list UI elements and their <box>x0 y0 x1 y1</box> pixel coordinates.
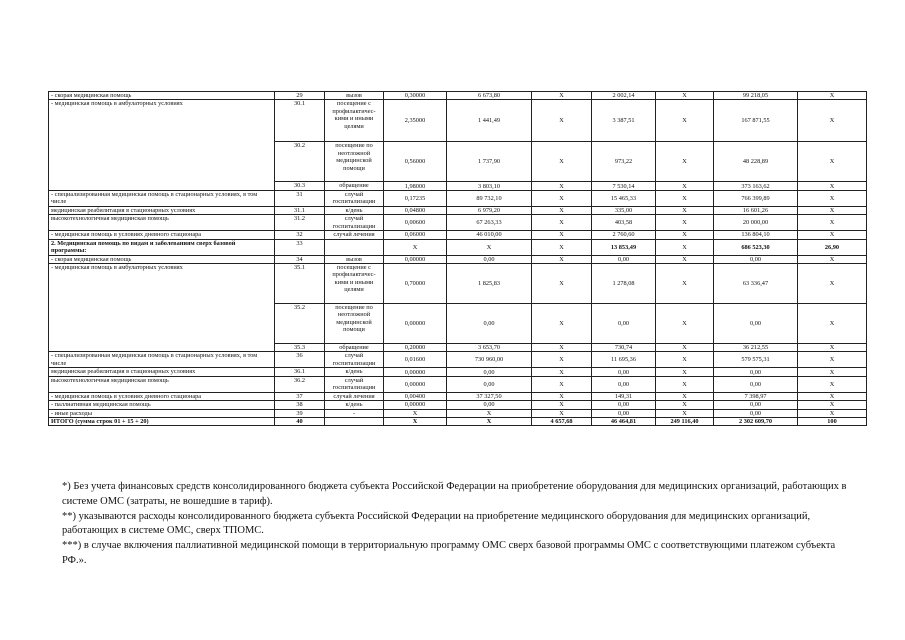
cell-col-2: 3 653,70 <box>447 344 532 352</box>
cell-col-6: 167 871,55 <box>714 100 798 142</box>
cell-col-4: 0,00 <box>592 255 656 263</box>
cell-col-7: Х <box>798 215 867 231</box>
cell-col-3: Х <box>532 206 592 214</box>
cell-col-3: Х <box>532 255 592 263</box>
cell-col-4: 3 387,51 <box>592 100 656 142</box>
cell-col-7: Х <box>798 100 867 142</box>
row-name: - медицинская помощь в амбулаторных условиях <box>49 264 275 352</box>
row-name: - специализированная медицинская помощь в стационарных условиях, в том числе <box>49 352 275 368</box>
cell-col-5: Х <box>656 231 714 239</box>
footnote-3: ***) в случае включения паллиативной медицинской помощи в территориальную программу ОМС сверх базовой программы ОМС с соответствующими платежом субъекта РФ.». <box>62 540 836 566</box>
total-c3: 4 657,68 <box>532 418 592 426</box>
cell-col-4: 2 002,14 <box>592 92 656 100</box>
table-row <box>49 409 867 417</box>
cell-col-6: 136 804,10 <box>714 231 798 239</box>
cell-col-5: Х <box>656 182 714 190</box>
cell-col-4: 1 278,08 <box>592 264 656 304</box>
cell-col-4: 149,31 <box>592 392 656 400</box>
cell-col-7: Х <box>798 344 867 352</box>
cell-col-2: 6 979,20 <box>447 206 532 214</box>
footnotes <box>62 480 862 569</box>
cell-col-5: Х <box>656 92 714 100</box>
row-number: 35.2 <box>275 304 325 344</box>
cell-col-6: 686 523,30 <box>714 239 798 255</box>
row-number: 34 <box>275 255 325 263</box>
table-row <box>49 215 867 231</box>
cell-col-2: 0,00 <box>447 255 532 263</box>
cell-col-4: 2 760,60 <box>592 231 656 239</box>
row-name: - скорая медицинская помощь <box>49 92 275 100</box>
cell-col-7: Х <box>798 401 867 409</box>
row-name: медицинская реабилитация в стационарных условиях <box>49 206 275 214</box>
cell-col-6: 0,00 <box>714 255 798 263</box>
table-row <box>49 401 867 409</box>
cell-col-3: Х <box>532 231 592 239</box>
cell-col-2: 37 327,50 <box>447 392 532 400</box>
row-unit: обращение <box>325 182 384 190</box>
cell-col-1: 2,35000 <box>384 100 447 142</box>
cell-col-5: Х <box>656 409 714 417</box>
row-number: 36.2 <box>275 376 325 392</box>
cell-col-5: Х <box>656 142 714 182</box>
cell-col-1: 0,04800 <box>384 206 447 214</box>
row-name: 2. Медицинская помощь по видам и заболеваниям сверх базовой программы: <box>49 239 275 255</box>
cell-col-4: 973,22 <box>592 142 656 182</box>
cell-col-4: 0,00 <box>592 368 656 376</box>
row-name: - паллиативная медицинская помощь <box>49 401 275 409</box>
cell-col-2: 1 737,90 <box>447 142 532 182</box>
cell-col-2: 67 263,33 <box>447 215 532 231</box>
cell-col-1: 0,06000 <box>384 231 447 239</box>
cell-col-7: Х <box>798 231 867 239</box>
cell-col-3: Х <box>532 264 592 304</box>
cell-col-2: 0,00 <box>447 304 532 344</box>
cell-col-3: Х <box>532 215 592 231</box>
cell-col-1: 0,00000 <box>384 255 447 263</box>
row-unit: обращение <box>325 344 384 352</box>
cell-col-6: 63 336,47 <box>714 264 798 304</box>
table-row <box>49 376 867 392</box>
row-name: высокотехнологичная медицинская помощь <box>49 376 275 392</box>
cell-col-2: 89 732,10 <box>447 190 532 206</box>
cell-col-1: 0,17235 <box>384 190 447 206</box>
row-name: - медицинская помощь в условиях дневного стационара <box>49 392 275 400</box>
table-row <box>49 239 867 255</box>
row-number: 35.1 <box>275 264 325 304</box>
cell-col-4: 13 853,49 <box>592 239 656 255</box>
cell-col-5: Х <box>656 376 714 392</box>
cell-col-3: Х <box>532 100 592 142</box>
row-unit: случай лечения <box>325 231 384 239</box>
row-name: высокотехнологичная медицинская помощь <box>49 215 275 231</box>
cell-col-7: Х <box>798 409 867 417</box>
cell-col-3: Х <box>532 92 592 100</box>
total-num: 40 <box>275 418 325 426</box>
cell-col-5: Х <box>656 304 714 344</box>
cell-col-2: 6 673,80 <box>447 92 532 100</box>
table-body <box>49 92 867 426</box>
cell-col-5: Х <box>656 255 714 263</box>
cell-col-1: Х <box>384 409 447 417</box>
cell-col-7: Х <box>798 206 867 214</box>
row-unit: к/день <box>325 368 384 376</box>
cell-col-5: Х <box>656 401 714 409</box>
cell-col-6: 48 228,89 <box>714 142 798 182</box>
total-unit <box>325 418 384 426</box>
total-c1: Х <box>384 418 447 426</box>
cell-col-1: 0,56000 <box>384 142 447 182</box>
row-unit: посещение по неотложной медицинской помощи <box>325 304 384 344</box>
cell-col-1: 0,00000 <box>384 376 447 392</box>
cell-col-3: Х <box>532 304 592 344</box>
cell-col-3: Х <box>532 401 592 409</box>
cell-col-1: 0,00000 <box>384 368 447 376</box>
row-unit: вызов <box>325 255 384 263</box>
cell-col-7: Х <box>798 352 867 368</box>
row-number: 35.3 <box>275 344 325 352</box>
row-number: 32 <box>275 231 325 239</box>
cell-col-4: 0,00 <box>592 376 656 392</box>
table-row <box>49 206 867 214</box>
cell-col-1: 0,00000 <box>384 401 447 409</box>
table-row <box>49 352 867 368</box>
cell-col-6: 766 399,89 <box>714 190 798 206</box>
row-number: 31.2 <box>275 215 325 231</box>
row-number: 29 <box>275 92 325 100</box>
cell-col-4: 0,00 <box>592 409 656 417</box>
cell-col-1: 1,98000 <box>384 182 447 190</box>
row-name: - скорая медицинская помощь <box>49 255 275 263</box>
row-number: 38 <box>275 401 325 409</box>
row-number: 33 <box>275 239 325 255</box>
row-unit: случай лечения <box>325 392 384 400</box>
row-unit: посещение с профилактичес-кими и иными целями <box>325 100 384 142</box>
row-unit: - <box>325 409 384 417</box>
cell-col-3: Х <box>532 182 592 190</box>
row-number: 30.3 <box>275 182 325 190</box>
row-unit: случай госпитализации <box>325 190 384 206</box>
cell-col-6: 0,00 <box>714 368 798 376</box>
cell-col-2: 1 441,49 <box>447 100 532 142</box>
table-row <box>49 255 867 263</box>
cell-col-4: 7 530,14 <box>592 182 656 190</box>
table-row <box>49 264 867 304</box>
cell-col-5: Х <box>656 392 714 400</box>
row-number: 37 <box>275 392 325 400</box>
cell-col-4: 15 465,33 <box>592 190 656 206</box>
row-unit: посещение по неотложной медицинской помощи <box>325 142 384 182</box>
row-unit: случай госпитализации <box>325 376 384 392</box>
row-number: 30.1 <box>275 100 325 142</box>
cell-col-6: 0,00 <box>714 409 798 417</box>
cell-col-3: Х <box>532 392 592 400</box>
cell-col-5: Х <box>656 206 714 214</box>
cell-col-3: Х <box>532 142 592 182</box>
cell-col-4: 0,00 <box>592 401 656 409</box>
total-c7: 100 <box>798 418 867 426</box>
cell-col-7: Х <box>798 304 867 344</box>
cell-col-7: Х <box>798 376 867 392</box>
cell-col-7: Х <box>798 182 867 190</box>
cell-col-3: Х <box>532 368 592 376</box>
cell-col-1: 0,70000 <box>384 264 447 304</box>
cell-col-7: Х <box>798 392 867 400</box>
cell-col-7: Х <box>798 92 867 100</box>
row-unit: к/день <box>325 206 384 214</box>
cell-col-2: Х <box>447 409 532 417</box>
cell-col-3: Х <box>532 409 592 417</box>
total-name: ИТОГО (сумма строк 01 + 15 + 20) <box>49 418 275 426</box>
row-number: 36.1 <box>275 368 325 376</box>
cell-col-3: Х <box>532 190 592 206</box>
row-unit: вызов <box>325 92 384 100</box>
cell-col-1: 0,00600 <box>384 215 447 231</box>
cell-col-6: 0,00 <box>714 376 798 392</box>
cell-col-5: Х <box>656 215 714 231</box>
cell-col-7: Х <box>798 190 867 206</box>
cell-col-6: 36 212,55 <box>714 344 798 352</box>
cell-col-2: Х <box>447 239 532 255</box>
cell-col-7: Х <box>798 142 867 182</box>
table-row <box>49 368 867 376</box>
cell-col-6: 20 000,00 <box>714 215 798 231</box>
cell-col-7: Х <box>798 255 867 263</box>
cell-col-2: 730 960,00 <box>447 352 532 368</box>
total-c4: 46 464,81 <box>592 418 656 426</box>
cell-col-6: 0,00 <box>714 401 798 409</box>
total-c5: 249 116,40 <box>656 418 714 426</box>
total-c2: Х <box>447 418 532 426</box>
footnote-1: *) Без учета финансовых средств консолидированного бюджета субъекта Российской Федерации на приобретение оборудования для медицинских организаций, работающих в системе ОМС (затраты, не вошедшие в тариф). <box>62 481 847 507</box>
cell-col-7: Х <box>798 368 867 376</box>
row-name: - медицинская помощь в условиях дневного стационара <box>49 231 275 239</box>
row-unit: к/день <box>325 401 384 409</box>
cell-col-6: 579 575,31 <box>714 352 798 368</box>
cell-col-3: Х <box>532 376 592 392</box>
cell-col-4: 0,00 <box>592 304 656 344</box>
cell-col-3: Х <box>532 239 592 255</box>
cell-col-6: 373 163,62 <box>714 182 798 190</box>
row-number: 36 <box>275 352 325 368</box>
row-number: 31 <box>275 190 325 206</box>
row-name: - специализированная медицинская помощь в стационарных условиях, в том числе <box>49 190 275 206</box>
cell-col-4: 403,58 <box>592 215 656 231</box>
cell-col-6: 99 218,05 <box>714 92 798 100</box>
cell-col-4: 335,00 <box>592 206 656 214</box>
row-name: - медицинская помощь в амбулаторных условиях <box>49 100 275 190</box>
footnote-2: **) указываются расходы консолидированного бюджета субъекта Российской Федерации на приобретение медицинского оборудования для медицинских организаций, работающих в системе ОМС, сверх ТПОМС. <box>62 510 811 537</box>
cell-col-2: 0,00 <box>447 401 532 409</box>
total-c6: 2 302 609,70 <box>714 418 798 426</box>
cell-col-5: Х <box>656 344 714 352</box>
cell-col-2: 1 825,83 <box>447 264 532 304</box>
cell-col-1: Х <box>384 239 447 255</box>
table-row <box>49 231 867 239</box>
cell-col-1: 0,30000 <box>384 92 447 100</box>
cell-col-1: 0,20000 <box>384 344 447 352</box>
row-number: 30.2 <box>275 142 325 182</box>
cell-col-6: 16 601,26 <box>714 206 798 214</box>
cell-col-4: 730,74 <box>592 344 656 352</box>
cell-col-2: 3 803,10 <box>447 182 532 190</box>
cell-col-1: 0,00400 <box>384 392 447 400</box>
table-row <box>49 190 867 206</box>
row-unit <box>325 239 384 255</box>
cell-col-2: 0,00 <box>447 368 532 376</box>
row-unit: случай госпитализации <box>325 352 384 368</box>
cell-col-2: 46 010,00 <box>447 231 532 239</box>
financing-table <box>48 91 867 426</box>
cell-col-3: Х <box>532 344 592 352</box>
cell-col-3: Х <box>532 352 592 368</box>
table-row <box>49 392 867 400</box>
row-unit: посещение с профилактичес-кими и иными целями <box>325 264 384 304</box>
row-name: - иные расходы <box>49 409 275 417</box>
cell-col-1: 0,00000 <box>384 304 447 344</box>
cell-col-6: 0,00 <box>714 304 798 344</box>
cell-col-7: Х <box>798 264 867 304</box>
cell-col-5: Х <box>656 100 714 142</box>
row-number: 31.1 <box>275 206 325 214</box>
cell-col-5: Х <box>656 239 714 255</box>
cell-col-6: 7 398,97 <box>714 392 798 400</box>
row-name: медицинская реабилитация в стационарных условиях <box>49 368 275 376</box>
cell-col-5: Х <box>656 190 714 206</box>
table-row <box>49 100 867 142</box>
cell-col-4: 11 695,36 <box>592 352 656 368</box>
cell-col-5: Х <box>656 352 714 368</box>
total-row <box>49 418 867 426</box>
cell-col-5: Х <box>656 368 714 376</box>
row-unit: случай госпитализации <box>325 215 384 231</box>
cell-col-2: 0,00 <box>447 376 532 392</box>
cell-col-5: Х <box>656 264 714 304</box>
cell-col-7: 26,90 <box>798 239 867 255</box>
table-row <box>49 92 867 100</box>
cell-col-1: 0,01600 <box>384 352 447 368</box>
row-number: 39 <box>275 409 325 417</box>
